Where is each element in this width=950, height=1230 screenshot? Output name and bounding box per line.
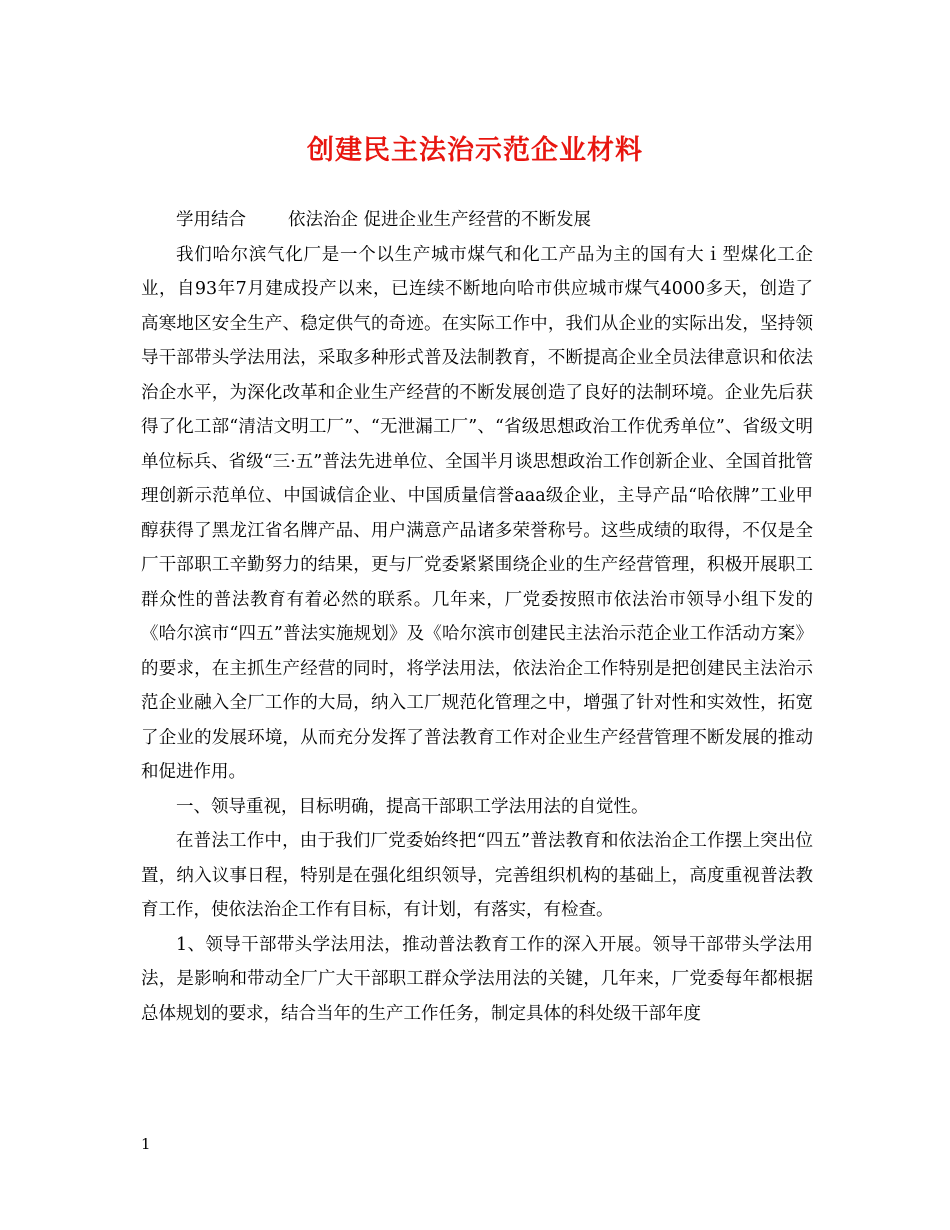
section-heading-1: 一、领导重视，目标明确，提高干部职工学法用法的自觉性。 xyxy=(176,796,649,817)
document-title: 创建民主法治示范企业材料 xyxy=(307,135,643,166)
paragraph-section-1: 在普法工作中，由于我们厂党委始终把“四五”普法教育和依法治企工作摆上突出位置，纳入议事日程，特别是在强化组织领导，完善组织机构的基础上，高度重视普法教育工作，使依法治企工作有目标，有计划，有落实，有检查。 xyxy=(141,831,813,920)
paragraph-intro: 我们哈尔滨气化厂是一个以生产城市煤气和化工产品为主的国有大ｉ型煤化工企业，自93年7月建成投产以来，已连续不断地向哈市供应城市煤气4000多天，创造了高寒地区安全生产、稳定供气的奇迹。在实际工作中，我们从企业的实际出发，坚持领导干部带头学法用法，采取多种形式普及法制教育，不断提高企业全员法律意识和依法治企水平，为深化改革和企业生产经营的不断发展创造了良好的法制环境。企业先后获得了化工部“清洁文明工厂”、“无泄漏工厂”、“省级思想政治工作优秀单位”、省级文明单位标兵、省级“三·五”普法先进单位、全国半月谈思想政治工作创新企业、全国首批管理创新示范单位、中国诚信企业、中国质量信誉aaa级企业，主导产品“哈依牌”工业甲醇获得了黑龙江省名牌产品、用户满意产品诸多荣誉称号。这些成绩的取得，不仅是全厂干部职工辛勤努力的结果，更与厂党委紧紧围绕企业的生产经营管理，积极开展职工群众性的普法教育有着必然的联系。几年来，厂党委按照市依法治市领导小组下发的《哈尔滨市“四五”普法实施规划》及《哈尔滨市创建民主法治示范企业工作活动方案》的要求，在主抓生产经营的同时，将学法用法，依法治企工作特别是把创建民主法治示范企业融入全厂工作的大局，纳入工厂规范化管理之中，增强了针对性和实效性，拓宽了企业的发展环境，从而充分发挥了普法教育工作对企业生产经营管理不断发展的推动和促进作用。 xyxy=(141,244,813,782)
paragraph-item-1: 1、领导干部带头学法用法，推动普法教育工作的深入开展。领导干部带头学法用法，是影响和带动全厂广大干部职工群众学法用法的关键，几年来，厂党委每年都根据总体规划的要求，结合当年的生产工作任务，制定具体的科处级干部年度 xyxy=(141,934,813,1024)
document-body xyxy=(141,203,813,1031)
document-subtitle xyxy=(141,203,813,238)
page-number: 1 xyxy=(141,1135,151,1153)
subtitle-part-1: 学用结合 xyxy=(176,210,246,230)
subtitle-part-2: 依法治企 促进企业生产经营的不断发展 xyxy=(288,210,592,230)
